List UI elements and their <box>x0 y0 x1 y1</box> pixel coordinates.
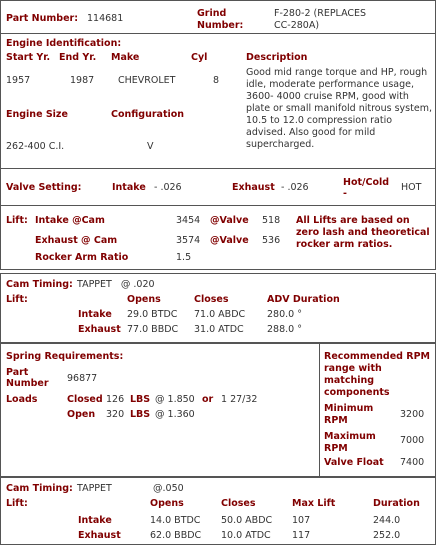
exhaust-valve-label: @Valve <box>210 235 249 246</box>
engine-size-label: Engine Size <box>6 109 68 120</box>
exhaust-valve-value: 536 <box>262 235 281 246</box>
timing2-intake-duration: 244.0 <box>373 515 401 526</box>
lift-section <box>0 205 436 270</box>
spring-label: Spring Requirements: <box>6 351 124 362</box>
timing2-exhaust-closes: 10.0 ATDC <box>221 530 271 541</box>
rocker-ratio-value: 1.5 <box>176 252 192 263</box>
closed-label: Closed <box>67 394 103 405</box>
col-adv-duration: ADV Duration <box>267 294 340 305</box>
timing-exhaust-closes: 31.0 ATDC <box>194 324 244 335</box>
closed-lbs-unit: LBS <box>130 394 151 405</box>
timing2-lift-label: Lift: <box>6 498 28 509</box>
spring-part-label-2: Number <box>6 378 49 389</box>
cam-timing-2-at: @.050 <box>153 483 184 494</box>
timing-intake-closes: 71.0 ABDC <box>194 309 246 320</box>
timing-intake-opens: 29.0 BTDC <box>127 309 178 320</box>
closed-at: @ 1.850 <box>155 394 195 405</box>
max-rpm-label: Maximum RPM <box>324 431 376 454</box>
max-rpm-value: 7000 <box>400 435 425 446</box>
cam-timing-2-label: Cam Timing: <box>6 483 73 494</box>
min-rpm-label: Minimum RPM <box>324 403 374 426</box>
hot-cold-label-1: Hot/Cold <box>343 177 390 188</box>
valve-setting-section <box>0 168 436 206</box>
timing2-exhaust-label: Exhaust <box>78 530 121 541</box>
grind-label-1: Grind <box>197 8 227 19</box>
cyl: 8 <box>213 75 220 86</box>
timing-intake-adv: 280.0 ° <box>267 309 302 320</box>
open-at: @ 1.360 <box>155 409 195 420</box>
min-rpm-value: 3200 <box>400 409 425 420</box>
col2-max-lift: Max Lift <box>292 498 336 509</box>
closed-lbs: 126 <box>106 394 125 405</box>
configuration-label: Configuration <box>111 109 185 120</box>
timing-lift-label: Lift: <box>6 294 28 305</box>
col2-duration: Duration <box>373 498 420 509</box>
valve-setting-label: Valve Setting: <box>6 182 82 193</box>
engine-description: Good mid range torque and HP, rough idle, moderate performance usage, 3600- 4000 cruise RPM, good with plate or small manifold nitrous system, 10.5 to 12.0 compression ratio advised. Also good for mild supercharged. <box>246 67 432 150</box>
timing2-intake-label: Intake <box>78 515 112 526</box>
cam-timing-020-section <box>0 273 436 343</box>
cam-timing-2-value: TAPPET <box>77 483 112 494</box>
intake-cam-value: 3454 <box>176 215 201 226</box>
col-closes: Closes <box>194 294 229 305</box>
col2-opens: Opens <box>150 498 184 509</box>
cam-timing-label: Cam Timing: <box>6 279 73 290</box>
cam-timing-value: TAPPET @ .020 <box>77 279 155 290</box>
end-year: 1987 <box>70 75 95 86</box>
timing2-intake-max: 107 <box>292 515 311 526</box>
valve-exhaust-value: - .026 <box>281 182 309 193</box>
rpm-title: Recommended RPM range with matching components <box>324 351 431 398</box>
engine-section <box>0 33 436 169</box>
timing2-exhaust-duration: 252.0 <box>373 530 401 541</box>
timing-exhaust-label: Exhaust <box>78 324 121 335</box>
spring-section <box>0 343 320 477</box>
valve-intake-value: - .026 <box>154 182 182 193</box>
valve-float-label: Valve Float <box>324 457 384 468</box>
cam-timing-050-section <box>0 477 436 545</box>
intake-valve-value: 518 <box>262 215 281 226</box>
closed-alt: 1 27/32 <box>221 394 258 405</box>
open-lbs-unit: LBS <box>130 409 151 420</box>
spring-part-value: 96877 <box>67 373 98 384</box>
rocker-ratio-label: Rocker Arm Ratio <box>35 252 129 263</box>
timing-intake-label: Intake <box>78 309 112 320</box>
intake-cam-label: Intake @Cam <box>35 215 105 226</box>
valve-float-value: 7400 <box>400 457 425 468</box>
loads-label: Loads <box>6 394 38 405</box>
valve-exhaust-label: Exhaust <box>232 182 275 193</box>
make: CHEVROLET <box>118 75 176 86</box>
col-opens: Opens <box>127 294 161 305</box>
grind-value-2: CC-280A) <box>274 20 320 31</box>
timing-exhaust-opens: 77.0 BBDC <box>127 324 179 335</box>
or-label: or <box>202 394 214 405</box>
timing2-intake-closes: 50.0 ABDC <box>221 515 273 526</box>
lift-label: Lift: <box>6 215 28 226</box>
rpm-section <box>319 343 436 477</box>
part-number-value: 114681 <box>87 13 124 24</box>
hot-cold-label-2: - <box>343 188 347 199</box>
grind-label-2: Number: <box>197 20 244 31</box>
col2-closes: Closes <box>221 498 256 509</box>
configuration: V <box>147 141 154 152</box>
grind-value-1: F-280-2 (REPLACES <box>274 8 367 19</box>
open-label: Open <box>67 409 96 420</box>
valve-intake-label: Intake <box>112 182 146 193</box>
col-description: Description <box>246 52 308 63</box>
timing-exhaust-adv: 288.0 ° <box>267 324 302 335</box>
spring-part-label-1: Part <box>6 367 29 378</box>
col-cyl: Cyl <box>191 52 208 63</box>
engine-size: 262-400 C.I. <box>6 141 65 152</box>
open-lbs: 320 <box>106 409 125 420</box>
part-number-label: Part Number: <box>6 13 78 24</box>
exhaust-cam-value: 3574 <box>176 235 201 246</box>
start-year: 1957 <box>6 75 31 86</box>
col-start-year: Start Yr. <box>6 52 51 63</box>
lift-note: All Lifts are based on zero lash and theoretical rocker arm ratios. <box>296 215 430 250</box>
timing2-exhaust-opens: 62.0 BBDC <box>150 530 202 541</box>
engine-id-label: Engine Identification: <box>6 38 122 49</box>
intake-valve-label: @Valve <box>210 215 249 226</box>
col-end-year: End Yr. <box>59 52 97 63</box>
hot-cold-value: HOT <box>401 182 422 193</box>
timing2-exhaust-max: 117 <box>292 530 311 541</box>
exhaust-cam-label: Exhaust @ Cam <box>35 235 118 246</box>
col-make: Make <box>111 52 140 63</box>
timing2-intake-opens: 14.0 BTDC <box>150 515 201 526</box>
